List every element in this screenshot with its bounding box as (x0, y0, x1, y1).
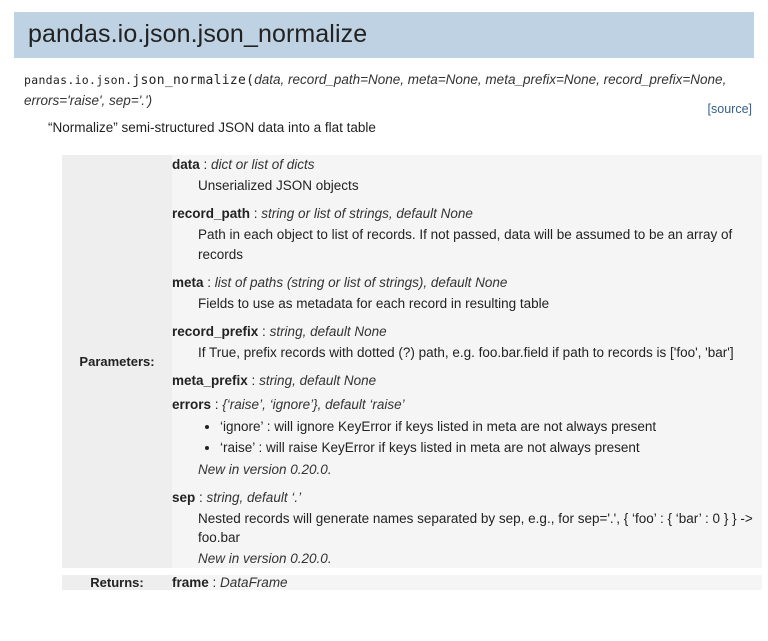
spacer-cell-left (62, 568, 172, 575)
parameter-sep: : (199, 157, 212, 173)
version-added-note: New in version 0.20.0. (198, 461, 332, 477)
version-added-note: New in version 0.20.0. (198, 550, 332, 566)
parameter-term (172, 488, 762, 508)
parameters-body (172, 155, 762, 568)
parameter-sep: : (247, 373, 260, 389)
parameter-sep: : (258, 324, 270, 340)
parameter-desc: Path in each object to list of records. If not passed, data will be assumed to be an array of records (198, 227, 733, 262)
return-type: DataFrame (220, 575, 288, 591)
parameter-term (172, 204, 762, 224)
parameter-sep: : (195, 490, 207, 506)
parameter-name: record_prefix (172, 324, 259, 340)
signature-line-2 (24, 91, 754, 112)
parameter-type: string, default None (269, 324, 387, 340)
page-title-bar (14, 12, 754, 58)
close-paren: ) (147, 93, 153, 109)
returns-row (62, 575, 762, 590)
parameter-term (172, 273, 762, 293)
spacer-cell-right (172, 568, 762, 575)
return-name: frame (172, 575, 209, 591)
list-item: • ‘raise’ : will raise KeyError if keys listed in meta are not always present (220, 438, 762, 458)
parameter-list (172, 155, 762, 568)
parameter-type: string or list of strings, default None (261, 206, 473, 222)
module-prefix: pandas.io.json. (24, 73, 133, 88)
parameter-name: record_path (172, 206, 251, 222)
list-item: • ‘ignore’ : will ignore KeyError if keys listed in meta are not always present (220, 417, 762, 437)
function-summary: “Normalize” semi-structured JSON data into a flat table (48, 120, 376, 136)
parameter-type: list of paths (string or list of strings), default None (214, 275, 508, 291)
parameter-sep: : (211, 396, 223, 412)
parameter-desc: If True, prefix records with dotted (?) path, e.g. foo.bar.field if path to records is ['foo', 'bar'] (198, 344, 734, 360)
parameter-name: data (172, 157, 200, 173)
source-link[interactable]: [source] (707, 102, 752, 117)
parameter-desc (198, 417, 762, 480)
parameters-row (62, 155, 762, 568)
function-signature (14, 64, 754, 117)
signature-args-line-2: errors='raise', sep='.' (24, 93, 148, 109)
parameter-term (172, 395, 762, 415)
parameter-sep: : (250, 206, 262, 222)
parameters-label: Parameters: (62, 155, 172, 568)
parameter-term (172, 155, 762, 175)
parameter-desc-text: Nested records will generate names separated by sep, e.g., for sep='.', { ‘foo’ : { ‘bar’ : 0 } } -> foo.bar (198, 510, 753, 546)
parameter-type: string, default ‘.’ (206, 490, 302, 506)
returns-body (172, 575, 762, 590)
page-title: pandas.io.json.json_normalize (28, 20, 368, 48)
field-table (62, 155, 762, 590)
parameter-sep: : (203, 275, 215, 291)
parameter-desc: Unserialized JSON objects (198, 177, 359, 193)
function-name: json_normalize (132, 73, 247, 89)
open-paren: ( (246, 73, 255, 89)
return-sep: : (208, 575, 221, 591)
parameter-desc (198, 509, 762, 569)
errors-option-list (198, 417, 762, 458)
parameter-desc: Fields to use as metadata for each record in resulting table (198, 295, 550, 311)
parameter-term (172, 322, 762, 342)
parameter-term (172, 371, 762, 391)
parameter-type: string, default None (259, 373, 377, 389)
parameter-type: dict or list of dicts (211, 157, 315, 173)
parameter-name: meta_prefix (172, 373, 248, 389)
signature-line (24, 70, 754, 91)
parameter-type: {‘raise’, ‘ignore’}, default ‘raise’ (222, 396, 405, 412)
parameter-name: meta (172, 275, 204, 291)
table-spacer (62, 568, 762, 575)
signature-args-line-1: data, record_path=None, meta=None, meta_prefix=None, record_prefix=None, (254, 72, 727, 88)
parameter-name: errors (172, 396, 212, 412)
returns-label: Returns: (62, 575, 172, 590)
parameter-name: sep (172, 490, 196, 506)
